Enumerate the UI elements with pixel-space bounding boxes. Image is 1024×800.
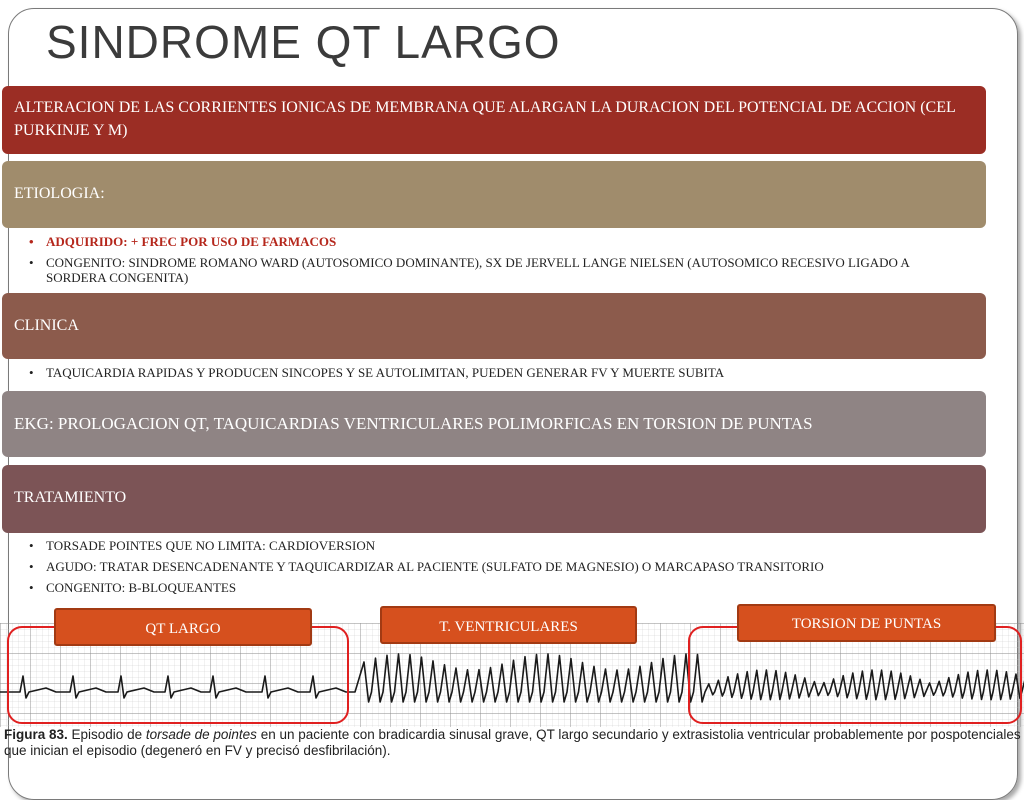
clinica-list: [29, 365, 929, 386]
tratamiento-list: [29, 538, 959, 601]
caption-italic: torsade de pointes: [145, 727, 257, 742]
list-item-torsade: • TORSADE POINTES QUE NO LIMITA: CARDIOVERSION: [29, 538, 959, 553]
etiologia-list: [29, 234, 929, 291]
band-etiologia: ETIOLOGIA:: [2, 161, 986, 228]
list-item-agudo: • AGUDO: TRATAR DESENCADENANTE Y TAQUICARDIZAR AL PACIENTE (SULFATO DE MAGNESIO) O MARCAPASO TRANSITORIO: [29, 559, 959, 574]
band-alteracion: ALTERACION DE LAS CORRIENTES IONICAS DE MEMBRANA QUE ALARGAN LA DURACION DEL POTENCIAL DE ACCION (CEL PURKINJE Y M): [2, 86, 986, 154]
caption-figure-label: Figura 83.: [4, 727, 68, 742]
caption-text-a: Episodio de: [67, 727, 146, 742]
list-item-congenito: • CONGENITO: SINDROME ROMANO WARD (AUTOSOMICO DOMINANTE), SX DE JERVELL LANGE NIELSEN (AUTOSOMICO RECESIVO LIGADO A SORDERA CONGENITA): [29, 255, 929, 285]
list-item-congenito-tx: • CONGENITO: B-BLOQUEANTES: [29, 580, 959, 595]
slide-title: SINDROME QT LARGO: [46, 16, 561, 68]
band-clinica: CLINICA: [2, 293, 986, 359]
caption-text-b: en un paciente con bradicardia sinusal grave, QT largo secundario y extrasistolia ventricular probablemente por pospotenciales que inician el episodio (degeneró en FV y precisó desfibrilación).: [4, 727, 1021, 758]
list-item-taquicardia: • TAQUICARDIA RAPIDAS Y PRODUCEN SINCOPES Y SE AUTOLIMITAN, PUEDEN GENERAR FV Y MUERTE SUBITA: [29, 365, 929, 380]
callout-t-ventriculares: T. VENTRICULARES: [380, 606, 637, 644]
figure-caption: [4, 727, 1024, 759]
list-item-adquirido: • ADQUIRIDO: + FREC POR USO DE FARMACOS: [29, 234, 929, 249]
callout-qt-largo: QT LARGO: [54, 608, 312, 646]
band-ekg: EKG: PROLOGACION QT, TAQUICARDIAS VENTRICULARES POLIMORFICAS EN TORSION DE PUNTAS: [2, 391, 986, 457]
callout-torsion-de-puntas: TORSION DE PUNTAS: [737, 604, 996, 642]
band-tratamiento: TRATAMIENTO: [2, 465, 986, 533]
